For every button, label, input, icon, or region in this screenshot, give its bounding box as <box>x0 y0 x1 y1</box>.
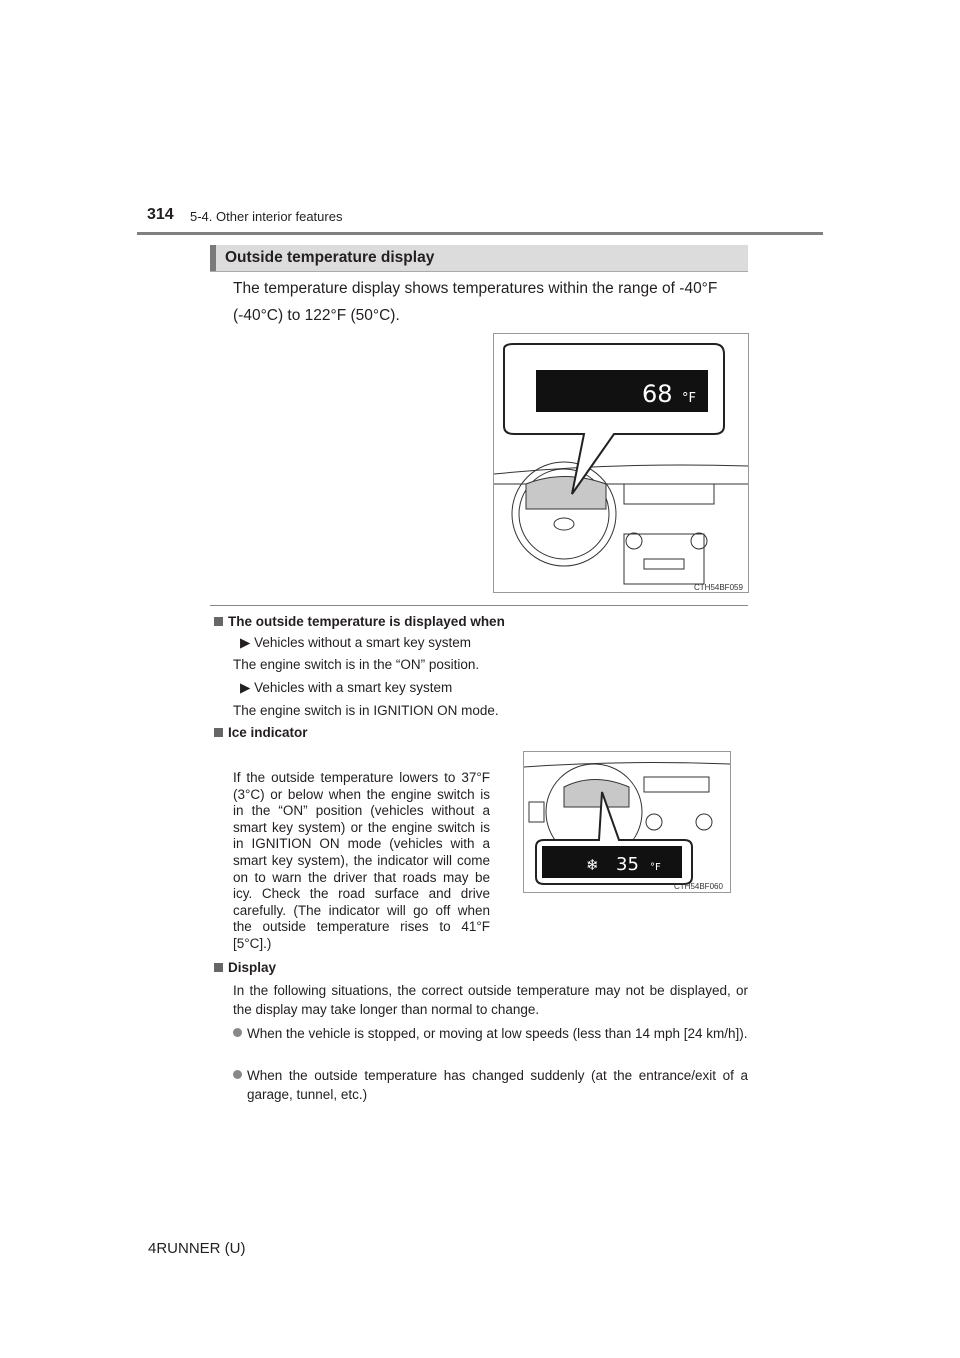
display-temperature: 68 <box>642 380 673 408</box>
section-title: Outside temperature display <box>225 249 435 266</box>
ice-paragraph: If the outside temperature lowers to 37°F (3°C) or below when the engine switch is in the “ON” position (vehicles without a smart key system) or the engine switch is in IGNITION ON mode (vehicles with a smart key system), the indicator will come on to warn the driver that roads may be icy. Check the road surface and drive carefully. (The indicator will go off when the outside temperature rises to 41°F [5°C].) <box>233 770 490 951</box>
display-unit: °F <box>682 391 696 406</box>
figure-dashboard-temperature <box>493 333 749 593</box>
condition-text: Vehicles with a smart key system <box>254 680 453 695</box>
intro-paragraph: The temperature display shows temperatures within the range of -40°F (-40°C) to 122°F (50°C). <box>233 280 718 324</box>
page-number: 314 <box>147 206 174 223</box>
display-heading-text: Display <box>228 960 277 975</box>
display-unit: °F <box>650 862 661 873</box>
ice-heading-text: Ice indicator <box>228 725 308 740</box>
bullet-text: When the outside temperature has changed suddenly (at the entrance/exit of a garage, tunnel, etc.) <box>247 1068 748 1102</box>
figure-ice-indicator <box>523 751 731 893</box>
footer-model: 4RUNNER (U) <box>148 1240 246 1257</box>
header-rule <box>137 232 823 235</box>
display-temperature: 35 <box>616 854 639 875</box>
condition-text: Vehicles without a smart key system <box>254 635 471 650</box>
display-bullet <box>233 1024 748 1043</box>
when-heading <box>214 614 505 630</box>
condition-2: ▶ Vehicles with a smart key system <box>240 680 453 695</box>
condition-1-text: The engine switch is in the “ON” position. <box>233 657 480 672</box>
divider <box>210 605 748 606</box>
snowflake-icon: ❄ <box>586 857 599 874</box>
condition-1: ▶ Vehicles without a smart key system <box>240 635 471 650</box>
ice-heading <box>214 725 308 741</box>
when-heading-text: The outside temperature is displayed when <box>228 614 505 629</box>
display-heading <box>214 960 276 976</box>
bullet-text: When the vehicle is stopped, or moving at low speeds (less than 14 mph [24 km/h]). <box>247 1026 748 1041</box>
display-bullet <box>233 1066 748 1104</box>
figure-caption: CTH54BF059 <box>694 583 743 592</box>
figure-caption: CTH54BF060 <box>674 882 723 891</box>
section-breadcrumb: 5-4. Other interior features <box>190 209 343 224</box>
condition-2-text: The engine switch is in IGNITION ON mode. <box>233 703 499 718</box>
section-heading <box>210 245 748 272</box>
display-paragraph: In the following situations, the correct outside temperature may not be displayed, or the display may take longer than normal to change. <box>233 983 748 1017</box>
